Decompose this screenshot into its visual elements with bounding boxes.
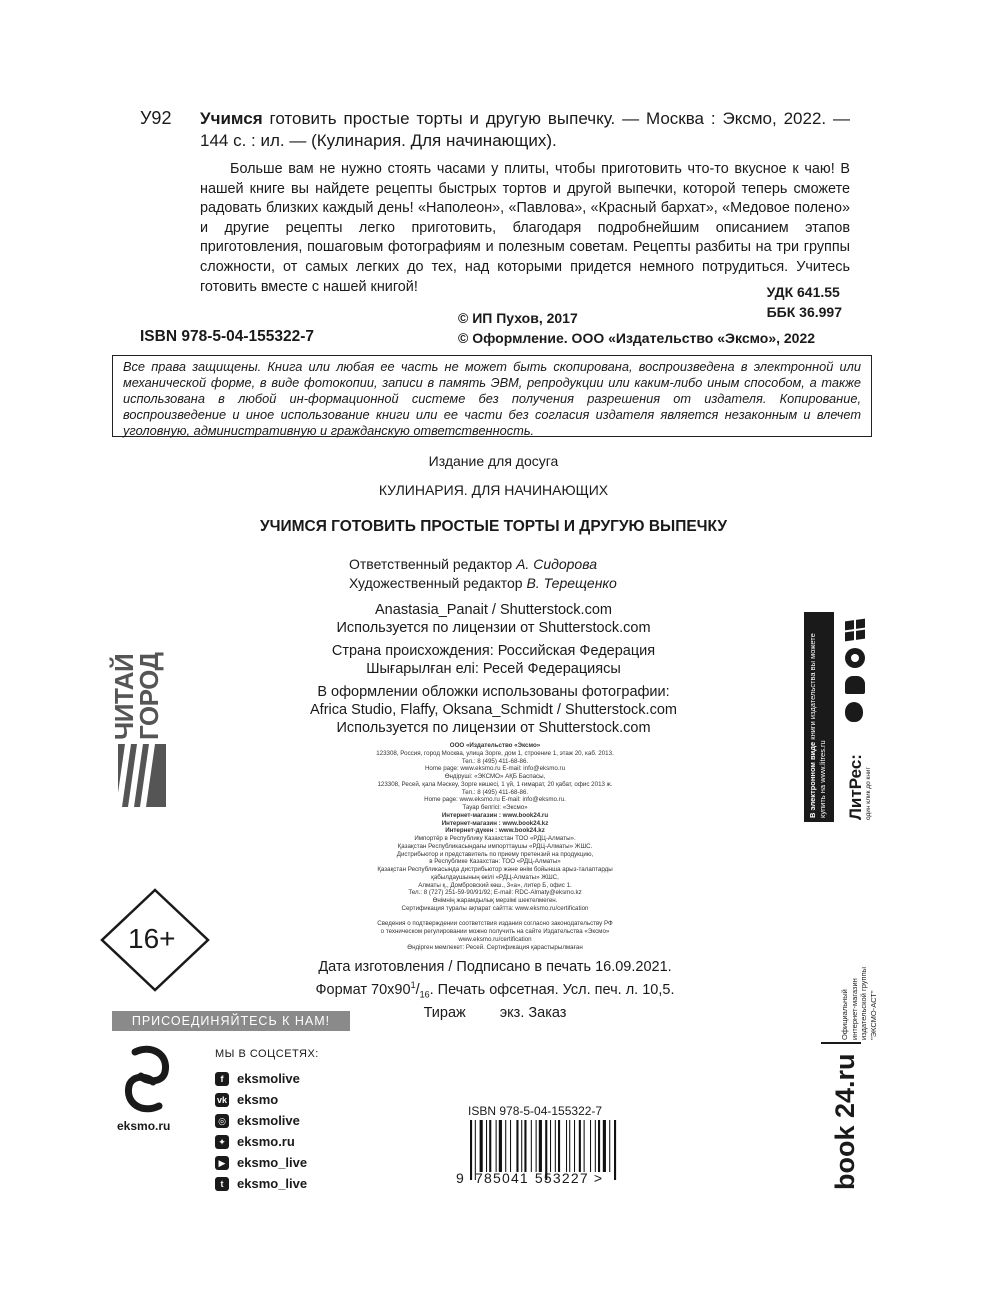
series-name: КУЛИНАРИЯ. ДЛЯ НАЧИНАЮЩИХ	[378, 482, 609, 498]
social-item[interactable]	[215, 1131, 307, 1152]
social-item[interactable]	[215, 1152, 307, 1173]
license-note: Используется по лицензии от Shutterstock.com	[336, 620, 651, 636]
barcode-bar	[486, 1120, 487, 1172]
imprint-line: Интернет-магазин : www.book24.ru	[441, 811, 549, 819]
order-label: экз. Заказ	[499, 1004, 567, 1021]
barcode-bar	[499, 1120, 502, 1172]
platform-icons	[845, 620, 865, 722]
art-editor-name: В. Терещенко	[526, 575, 617, 591]
cover-photo-names: Africa Studio, Flaffy, Oksana_Schmidt / Shutterstock.com	[310, 702, 677, 718]
barcode-bar	[480, 1120, 483, 1172]
barcode-bar	[516, 1120, 518, 1172]
book24-line4: "ЭКСМО-АСТ"	[868, 990, 878, 1040]
join-us-banner: ПРИСОЕДИНЯЙТЕСЬ К НАМ!	[112, 1011, 350, 1031]
twitter-icon: t	[215, 1177, 229, 1191]
barcode-bar	[489, 1120, 491, 1172]
barcode-bar	[569, 1120, 570, 1172]
book24-brand[interactable]: book 24.ru	[830, 1053, 860, 1190]
social-label: eksmo	[237, 1092, 279, 1107]
cover-photos-label: В оформлении обложки использованы фотографии:	[317, 684, 670, 700]
social-title: МЫ В СОЦСЕТЯХ:	[215, 1048, 319, 1060]
youtube-icon: ▶	[215, 1156, 229, 1170]
photo-credit: Anastasia_Panait / Shutterstock.com	[375, 602, 612, 618]
entry-rest: готовить простые торты и другую выпечку. — Москва : Эксмо, 2022. — 144 с. : ил. — (Кулинария. Для начинающих).	[200, 109, 850, 150]
imprint-line: Өнімнің жарамдылық мерзімі шектелмеген.	[432, 897, 558, 904]
chitai-text: ЧИТАЙ	[109, 653, 139, 740]
barcode-bar	[566, 1120, 567, 1172]
barcode-digits-left: 785041	[475, 1170, 529, 1186]
social-item[interactable]	[215, 1173, 307, 1194]
resp-editor-name: А. Сидорова	[516, 556, 597, 572]
format-rest: . Печать офсетная. Усл. печ. л. 10,5.	[429, 981, 675, 998]
imprint-small-print	[300, 742, 690, 951]
barcode-bar	[505, 1120, 506, 1172]
resp-editor-label: Ответственный редактор	[349, 556, 513, 572]
print-format	[300, 976, 690, 1004]
print-run-label: Тираж	[423, 1004, 466, 1021]
imprint-line: Қазақстан Республикасында дистрибьютор және өнім бойынша арыз-талаптарды	[377, 866, 613, 873]
book24-divider	[821, 1042, 861, 1044]
imprint-line: Өндіруші: «ЭКСМО» АҚБ Баспасы,	[444, 773, 546, 780]
imprint-line: о техническом регулировании можно получить на сайте Издательства «Эксмо»	[380, 928, 610, 935]
print-run	[300, 1004, 690, 1022]
web-icon: ✦	[215, 1135, 229, 1149]
social-item[interactable]	[215, 1068, 307, 1089]
eksmo-url[interactable]: eksmo.ru	[117, 1119, 171, 1133]
social-item[interactable]	[215, 1110, 307, 1131]
book24-line1: Официальный	[840, 989, 849, 1040]
instagram-icon: ◎	[215, 1114, 229, 1128]
library-code: У92	[140, 108, 172, 128]
barcode-bar	[579, 1120, 581, 1172]
imprint-line: www.eksmo.ru/certification	[458, 935, 532, 943]
barcode-bar	[510, 1120, 511, 1172]
book24-line2: интернет-магазин	[849, 978, 859, 1040]
barcode-bar	[609, 1120, 610, 1172]
litres-strip	[804, 612, 834, 822]
bbk-code: ББК 36.997	[766, 304, 842, 320]
format-text: Формат 70x90	[315, 981, 411, 998]
social-label: eksmo_live	[237, 1155, 308, 1170]
udk-code: УДК 641.55	[766, 284, 840, 300]
barcode-bar	[521, 1120, 522, 1172]
apple-icon	[845, 702, 863, 722]
edition-type: Издание для досуга	[428, 453, 559, 469]
barcode-bar	[536, 1120, 537, 1172]
imprint-line: Тел.: 8 (495) 411-68-86.	[461, 788, 529, 796]
barcode-bar	[574, 1120, 575, 1172]
imprint-line: Home page: www.eksmo.ru E-mail: info@eksmo.ru	[424, 765, 566, 773]
copyright-design: © Оформление. ООО «Издательство «Эксмо», 2022	[458, 330, 816, 346]
print-date: Дата изготовления / Подписано в печать 16.09.2021.	[318, 959, 672, 975]
litres-line2[interactable]: купить на www.litres.ru	[818, 740, 827, 818]
barcode-end-mark: >	[593, 1170, 604, 1186]
editors	[349, 555, 617, 593]
origin-kz: Шығарылған елі: Ресей Федерациясы	[366, 661, 621, 677]
origin-ru: Страна происхождения: Российская Федерация	[331, 643, 656, 659]
imprint-line: Өндірген мемлекет: Ресей. Сертификация қарастырылмаған	[407, 943, 583, 951]
barcode-bar	[555, 1120, 556, 1172]
book24-caption	[840, 967, 878, 1040]
imprint-line: 123308, Россия, город Москва, улица Зорге, дом 1, строение 1, этаж 20, каб. 2013.	[376, 749, 614, 757]
format-sup: 1	[410, 980, 416, 990]
barcode-bar	[524, 1120, 526, 1172]
barcode-bar	[496, 1120, 497, 1172]
imprint-line: Сертификация туралы ақпарат сайтта: www.eksmo.ru/certification	[401, 904, 589, 912]
age-rating: 16+	[128, 923, 176, 954]
barcode-isbn: ISBN 978-5-04-155322-7	[468, 1104, 603, 1118]
imprint-line: в Республике Казахстан: ТОО «РДЦ-Алматы»	[429, 858, 561, 866]
bibliographic-entry	[200, 108, 850, 152]
barcode-bar	[558, 1120, 560, 1172]
imprint-line: Home page: www.eksmo.ru E-mail: info@eksmo.ru.	[424, 796, 566, 804]
facebook-icon: f	[215, 1072, 229, 1086]
art-editor-label: Художественный редактор	[349, 575, 523, 591]
imprint-line: Алматы қ., Домбровский көш., 3«а», литер Б, офис 1.	[418, 881, 572, 889]
litres-brand: ЛитРес:	[846, 754, 865, 820]
social-label: eksmolive	[237, 1113, 300, 1128]
social-label: eksmo_live	[237, 1176, 308, 1191]
copyright-author: © ИП Пухов, 2017	[458, 310, 578, 326]
imprint-line: ООО «Издательство «Эксмо»	[449, 742, 541, 749]
imprint-line: 123308, Ресей, қала Мәскеу, Зорге көшесі, 1 үй, 1 ғимарат, 20 қабат, офис 2013 ж.	[377, 780, 613, 788]
imprint-line: Интернет-дүкен : www.book24.kz	[445, 827, 545, 835]
barcode-digits-right: 553227	[534, 1170, 589, 1186]
annotation-text: Больше вам не нужно стоять часами у плиты, чтобы приготовить что-то вкусное к чаю! В нашей книге вы найдете рецепты быстрых тортов и другой выпечки, которой теперь сможете радовать близких каждый день! «Наполеон», «Павлова», «Красный бархат», «Медовое полено» и другие рецепты легко приготовить, благодаря подробнейшим описанием этапов приготовления, пошаговым фотографиям и полезным советам. Рецепты разбиты на три группы сложности, от самых легких до тех, над которыми придется немного потрудиться. Учитесь готовить вместе с нашей книгой!	[200, 161, 850, 295]
social-item[interactable]	[215, 1089, 307, 1110]
android-icon	[845, 676, 865, 694]
imprint-line: Импортёр в Республику Казахстан ТОО «РДЦ-Алматы».	[414, 835, 576, 842]
annotation	[200, 160, 850, 297]
imprint-line: Тауар белгісі: «Эксмо»	[462, 804, 528, 811]
social-list	[215, 1068, 307, 1194]
imprint-line	[300, 913, 690, 921]
barcode-bar	[598, 1120, 600, 1172]
rights-notice: Все права защищены. Книга или любая ее часть не может быть скопирована, воспроизведена в электронной или механической форме, в виде фотокопии, записи в память ЭВМ, репродукции или каким-либо иным способом, а также использована в любой ин-формационной системе без получения разрешения от издателя. Копирование, воспроизведение и иное использование книги или ее части без согласия издателя является незаконным и влечет уголовную, административную и гражданскую ответственность.	[112, 355, 872, 437]
chitai-gorod-logo	[109, 622, 167, 807]
imprint-line: Тел.: 8 (495) 411-68-86.	[461, 757, 529, 765]
chrome-icon	[845, 648, 865, 668]
social-label: eksmo.ru	[237, 1134, 295, 1149]
barcode-bar	[550, 1120, 551, 1172]
social-label: eksmolive	[237, 1071, 300, 1086]
barcode-bar	[595, 1120, 596, 1172]
litres-slogan: один клик до книг	[865, 767, 872, 820]
imprint-line: Қазақстан Республикасындағы импорттаушы «РДЦ-Алматы» ЖШС.	[397, 842, 593, 850]
litres-line1-rest: книги издательства вы можете	[808, 633, 817, 742]
gorod-text: ГОРОД	[134, 652, 164, 740]
barcode-bar	[531, 1120, 532, 1172]
entry-title-bold: Учимся	[200, 109, 263, 128]
eksmo-logo-icon	[121, 1044, 173, 1114]
format-slash: /	[415, 981, 420, 998]
litres-brand-block	[847, 754, 873, 820]
book24-line3: издательской группы	[859, 966, 868, 1040]
imprint-line: Сведения о подтверждении соответствия издания согласно законодательству РФ	[377, 920, 613, 928]
barcode-bar	[590, 1120, 591, 1172]
barcode-bar	[539, 1120, 542, 1172]
isbn: ISBN 978-5-04-155322-7	[140, 328, 315, 345]
barcode-digit-first: 9	[456, 1170, 465, 1186]
format-sub: 16	[419, 989, 430, 1000]
imprint-line: қабылдаушының өкілі «РДЦ-Алматы» ЖШС,	[431, 873, 559, 881]
barcode-bar	[603, 1120, 606, 1172]
imprint-line: Интернет-магазин : www.book24.kz	[441, 819, 549, 827]
book-title: УЧИМСЯ ГОТОВИТЬ ПРОСТЫЕ ТОРТЫ И ДРУГУЮ ВЫПЕЧКУ	[259, 518, 728, 535]
barcode-digits	[456, 1170, 603, 1186]
barcode-bar	[614, 1120, 616, 1180]
litres-line1-bold: В электронном виде	[808, 741, 817, 818]
print-info	[300, 958, 690, 1022]
vk-icon: vk	[216, 1094, 227, 1105]
cover-license: Используется по лицензии от Shutterstock.com	[336, 720, 651, 736]
windows-icon	[845, 619, 865, 642]
copyright-block	[458, 308, 815, 348]
imprint-line: Тел.: 8 (727) 251-59-90/91/92; E-mail: RDC-Almaty@eksmo.kz	[408, 889, 582, 897]
imprint-line: Дистрибьютор и представитель по приему претензий на продукцию,	[396, 850, 594, 858]
barcode-bar	[584, 1120, 585, 1172]
